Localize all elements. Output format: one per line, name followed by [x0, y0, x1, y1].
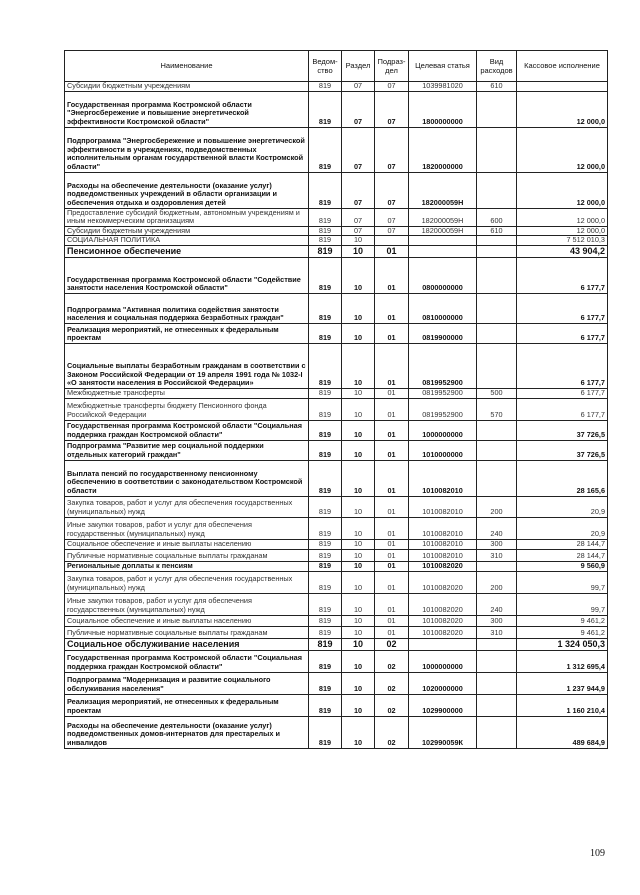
row-cash: 12 000,0 [517, 127, 608, 172]
row-name: Государственная программа Костромской области "Содействие занятости населения Костромской области" [65, 257, 309, 293]
table-row [65, 398, 608, 420]
row-subsection: 01 [375, 496, 409, 517]
table-row [65, 236, 608, 246]
row-cash [517, 82, 608, 92]
table-row [65, 571, 608, 593]
row-name: Закупка товаров, работ и услуг для обеспечения государственных (муниципальных) нужд [65, 496, 309, 517]
row-dept: 819 [309, 398, 342, 420]
row-target: 1010082010 [409, 539, 477, 549]
row-subsection: 02 [375, 694, 409, 716]
row-name: Межбюджетные трансферты [65, 388, 309, 398]
budget-execution-table [64, 50, 608, 749]
row-exptype: 310 [477, 626, 517, 638]
row-cash: 6 177,7 [517, 323, 608, 343]
row-target: 1000000000 [409, 650, 477, 672]
row-exptype: 300 [477, 615, 517, 626]
row-name: Межбюджетные трансферты бюджету Пенсионного фонда Российской Федерации [65, 398, 309, 420]
row-name: Подпрограмма "Модернизация и развитие социального обслуживания населения" [65, 672, 309, 694]
table-row [65, 626, 608, 638]
table-row [65, 172, 608, 208]
header-exptype: Вид расходов [477, 51, 517, 82]
row-section: 10 [342, 245, 375, 257]
row-cash: 99,7 [517, 593, 608, 615]
row-section: 10 [342, 460, 375, 496]
row-exptype: 300 [477, 539, 517, 549]
row-cash: 9 560,9 [517, 561, 608, 571]
row-name: Подпрограмма "Активная политика содействия занятости населения и социальная поддержка безработных граждан" [65, 293, 309, 323]
row-exptype: 500 [477, 388, 517, 398]
row-exptype [477, 293, 517, 323]
row-target: 1820000000 [409, 127, 477, 172]
row-subsection: 02 [375, 672, 409, 694]
row-exptype: 240 [477, 517, 517, 539]
row-section: 07 [342, 172, 375, 208]
row-cash: 20,9 [517, 496, 608, 517]
row-subsection: 01 [375, 539, 409, 549]
table-row [65, 388, 608, 398]
row-exptype: 600 [477, 208, 517, 226]
row-section: 10 [342, 638, 375, 650]
row-subsection: 02 [375, 716, 409, 748]
row-section: 10 [342, 615, 375, 626]
table-row [65, 460, 608, 496]
row-cash: 43 904,2 [517, 245, 608, 257]
row-section: 10 [342, 672, 375, 694]
row-cash: 1 324 050,3 [517, 638, 608, 650]
row-subsection: 01 [375, 245, 409, 257]
row-name: Расходы на обеспечение деятельности (оказание услуг) подведомственных домов-интернатов для престарелых и инвалидов [65, 716, 309, 748]
row-dept: 819 [309, 245, 342, 257]
row-section: 10 [342, 650, 375, 672]
row-name: Государственная программа Костромской области "Социальная поддержка граждан Костромской области" [65, 650, 309, 672]
header-name: Наименование [65, 51, 309, 82]
row-name: Государственная программа Костромской области "Социальная поддержка граждан Костромской области" [65, 420, 309, 440]
table-row [65, 496, 608, 517]
row-target: 1010082020 [409, 571, 477, 593]
row-dept: 819 [309, 517, 342, 539]
table-row [65, 650, 608, 672]
row-subsection: 01 [375, 388, 409, 398]
row-target: 1010082010 [409, 460, 477, 496]
row-section: 07 [342, 82, 375, 92]
row-name: СОЦИАЛЬНАЯ ПОЛИТИКА [65, 236, 309, 246]
row-subsection: 01 [375, 257, 409, 293]
row-cash: 6 177,7 [517, 293, 608, 323]
row-dept: 819 [309, 82, 342, 92]
row-cash: 12 000,0 [517, 172, 608, 208]
row-section: 07 [342, 91, 375, 127]
row-exptype: 610 [477, 226, 517, 236]
row-dept: 819 [309, 561, 342, 571]
row-dept: 819 [309, 615, 342, 626]
row-exptype: 240 [477, 593, 517, 615]
table-row [65, 226, 608, 236]
row-name: Закупка товаров, работ и услуг для обеспечения государственных (муниципальных) нужд [65, 571, 309, 593]
row-section: 10 [342, 561, 375, 571]
row-target: 1800000000 [409, 91, 477, 127]
row-target: 1010082010 [409, 549, 477, 561]
row-cash: 20,9 [517, 517, 608, 539]
row-name: Пенсионное обеспечение [65, 245, 309, 257]
table-row [65, 672, 608, 694]
table-row [65, 245, 608, 257]
row-cash: 28 165,6 [517, 460, 608, 496]
row-subsection: 01 [375, 626, 409, 638]
row-target: 0819952900 [409, 398, 477, 420]
row-target [409, 245, 477, 257]
row-target: 0810000000 [409, 293, 477, 323]
table-row [65, 593, 608, 615]
row-section: 07 [342, 208, 375, 226]
row-section: 10 [342, 236, 375, 246]
row-subsection: 01 [375, 615, 409, 626]
row-subsection: 01 [375, 460, 409, 496]
row-dept: 819 [309, 257, 342, 293]
table-row [65, 539, 608, 549]
row-target: 102990059К [409, 716, 477, 748]
row-subsection: 07 [375, 91, 409, 127]
row-target: 1010082020 [409, 561, 477, 571]
row-section: 10 [342, 694, 375, 716]
row-cash: 12 000,0 [517, 91, 608, 127]
row-subsection: 07 [375, 82, 409, 92]
row-section: 10 [342, 388, 375, 398]
row-exptype [477, 257, 517, 293]
row-target: 1010082020 [409, 626, 477, 638]
row-name: Публичные нормативные социальные выплаты гражданам [65, 549, 309, 561]
row-section: 10 [342, 420, 375, 440]
row-name: Иные закупки товаров, работ и услуг для обеспечения государственных (муниципальных) нужд [65, 593, 309, 615]
table-body [65, 82, 608, 749]
row-subsection: 01 [375, 293, 409, 323]
row-target: 182000059Н [409, 172, 477, 208]
row-cash: 6 177,7 [517, 388, 608, 398]
table-row [65, 293, 608, 323]
row-exptype: 200 [477, 571, 517, 593]
row-dept: 819 [309, 549, 342, 561]
row-subsection: 01 [375, 398, 409, 420]
row-target: 182000059Н [409, 208, 477, 226]
row-name: Реализация мероприятий, не отнесенных к федеральным проектам [65, 694, 309, 716]
row-name: Подпрограмма "Развитие мер социальной поддержки отдельных категорий граждан" [65, 440, 309, 460]
row-name: Подпрограмма "Энергосбережение и повышение энергетической эффективности в учреждениях, подведомственных исполнительным органам государственной власти Костромской области" [65, 127, 309, 172]
row-section: 10 [342, 440, 375, 460]
row-dept: 819 [309, 672, 342, 694]
row-cash: 9 461,2 [517, 626, 608, 638]
row-exptype [477, 245, 517, 257]
row-section: 07 [342, 127, 375, 172]
row-dept: 819 [309, 496, 342, 517]
row-dept: 819 [309, 388, 342, 398]
row-cash: 6 177,7 [517, 257, 608, 293]
row-subsection: 01 [375, 561, 409, 571]
header-target: Целевая статья [409, 51, 477, 82]
row-name: Социальные выплаты безработным гражданам в соответствии с Законом Российской Федерации от 19 апреля 1991 года № 1032-I «О занятости населения в Российской Федерации» [65, 343, 309, 388]
row-cash: 99,7 [517, 571, 608, 593]
row-target: 1029900000 [409, 694, 477, 716]
row-section: 10 [342, 343, 375, 388]
row-cash: 6 177,7 [517, 398, 608, 420]
row-name: Государственная программа Костромской области "Энергосбережение и повышение энергетической эффективности Костромской области" [65, 91, 309, 127]
row-subsection: 02 [375, 638, 409, 650]
row-subsection: 07 [375, 172, 409, 208]
row-exptype [477, 638, 517, 650]
row-cash: 37 726,5 [517, 420, 608, 440]
row-exptype [477, 91, 517, 127]
row-target: 1010082020 [409, 615, 477, 626]
row-name: Расходы на обеспечение деятельности (оказание услуг) подведомственных учреждений в области организации и обеспечения отдыха и оздоровления детей [65, 172, 309, 208]
row-exptype: 570 [477, 398, 517, 420]
row-cash: 7 512 010,3 [517, 236, 608, 246]
row-dept: 819 [309, 694, 342, 716]
row-name: Региональные доплаты к пенсиям [65, 561, 309, 571]
row-subsection: 07 [375, 208, 409, 226]
row-cash: 28 144,7 [517, 539, 608, 549]
row-exptype: 200 [477, 496, 517, 517]
row-target: 0819900000 [409, 323, 477, 343]
row-subsection: 07 [375, 127, 409, 172]
table-row [65, 440, 608, 460]
table-row [65, 638, 608, 650]
row-dept: 819 [309, 440, 342, 460]
row-subsection: 01 [375, 343, 409, 388]
row-target: 1039981020 [409, 82, 477, 92]
row-exptype: 310 [477, 549, 517, 561]
row-target: 1010082010 [409, 517, 477, 539]
row-name: Субсидии бюджетным учреждениям [65, 82, 309, 92]
row-exptype [477, 694, 517, 716]
row-target: 1010082020 [409, 593, 477, 615]
table-row [65, 615, 608, 626]
row-dept: 819 [309, 420, 342, 440]
row-dept: 819 [309, 343, 342, 388]
row-name: Реализация мероприятий, не отнесенных к федеральным проектам [65, 323, 309, 343]
table-row [65, 323, 608, 343]
row-cash: 12 000,0 [517, 208, 608, 226]
row-dept: 819 [309, 127, 342, 172]
row-target: 1000000000 [409, 420, 477, 440]
row-dept: 819 [309, 626, 342, 638]
row-exptype [477, 127, 517, 172]
row-name: Социальное обеспечение и иные выплаты населению [65, 539, 309, 549]
row-exptype [477, 440, 517, 460]
table-row [65, 82, 608, 92]
row-subsection [375, 236, 409, 246]
row-section: 10 [342, 716, 375, 748]
row-section: 10 [342, 626, 375, 638]
row-cash: 1 312 695,4 [517, 650, 608, 672]
row-cash: 1 160 210,4 [517, 694, 608, 716]
row-exptype [477, 236, 517, 246]
row-cash: 1 237 944,9 [517, 672, 608, 694]
row-subsection: 01 [375, 323, 409, 343]
row-subsection: 01 [375, 593, 409, 615]
row-exptype [477, 561, 517, 571]
row-target: 1020000000 [409, 672, 477, 694]
row-dept: 819 [309, 293, 342, 323]
row-target [409, 638, 477, 650]
row-name: Иные закупки товаров, работ и услуг для обеспечения государственных (муниципальных) нужд [65, 517, 309, 539]
header-dept: Ведом-ство [309, 51, 342, 82]
row-exptype [477, 172, 517, 208]
row-section: 10 [342, 593, 375, 615]
table-header-row [65, 51, 608, 82]
row-dept: 819 [309, 460, 342, 496]
row-exptype [477, 650, 517, 672]
row-section: 10 [342, 398, 375, 420]
row-dept: 819 [309, 539, 342, 549]
row-section: 10 [342, 549, 375, 561]
row-name: Выплата пенсий по государственному пенсионному обеспечению в соответствии с законодательством Костромской области [65, 460, 309, 496]
row-dept: 819 [309, 226, 342, 236]
row-section: 10 [342, 293, 375, 323]
table-row [65, 517, 608, 539]
row-cash: 37 726,5 [517, 440, 608, 460]
row-exptype [477, 343, 517, 388]
row-subsection: 01 [375, 517, 409, 539]
row-section: 10 [342, 323, 375, 343]
row-name: Публичные нормативные социальные выплаты гражданам [65, 626, 309, 638]
row-dept: 819 [309, 172, 342, 208]
row-dept: 819 [309, 593, 342, 615]
row-name: Предоставление субсидий бюджетным, автономным учреждениям и иным некоммерческим организациям [65, 208, 309, 226]
row-cash: 28 144,7 [517, 549, 608, 561]
row-exptype [477, 716, 517, 748]
table-row [65, 716, 608, 748]
table-row [65, 420, 608, 440]
row-target: 1010082010 [409, 496, 477, 517]
row-dept: 819 [309, 716, 342, 748]
header-subsection: Подраз-дел [375, 51, 409, 82]
row-section: 10 [342, 257, 375, 293]
table-row [65, 343, 608, 388]
row-dept: 819 [309, 650, 342, 672]
row-subsection: 01 [375, 549, 409, 561]
row-target: 0800000000 [409, 257, 477, 293]
row-name: Социальное обслуживание населения [65, 638, 309, 650]
table-row [65, 549, 608, 561]
row-section: 10 [342, 517, 375, 539]
table-row [65, 127, 608, 172]
row-exptype [477, 672, 517, 694]
table-row [65, 208, 608, 226]
row-dept: 819 [309, 323, 342, 343]
row-dept: 819 [309, 571, 342, 593]
row-section: 10 [342, 539, 375, 549]
row-exptype [477, 323, 517, 343]
row-dept: 819 [309, 638, 342, 650]
row-dept: 819 [309, 236, 342, 246]
header-cash: Кассовое исполнение [517, 51, 608, 82]
table-row [65, 91, 608, 127]
row-cash: 12 000,0 [517, 226, 608, 236]
table-row [65, 257, 608, 293]
row-subsection: 01 [375, 440, 409, 460]
row-cash: 489 684,9 [517, 716, 608, 748]
row-subsection: 07 [375, 226, 409, 236]
row-target: 182000059Н [409, 226, 477, 236]
row-exptype [477, 460, 517, 496]
row-section: 10 [342, 571, 375, 593]
row-target: 0819952900 [409, 343, 477, 388]
row-cash: 6 177,7 [517, 343, 608, 388]
table-row [65, 694, 608, 716]
row-name: Социальное обеспечение и иные выплаты населению [65, 615, 309, 626]
row-name: Субсидии бюджетным учреждениям [65, 226, 309, 236]
header-section: Раздел [342, 51, 375, 82]
row-subsection: 01 [375, 420, 409, 440]
row-section: 07 [342, 226, 375, 236]
row-section: 10 [342, 496, 375, 517]
row-target: 0819952900 [409, 388, 477, 398]
row-subsection: 01 [375, 571, 409, 593]
row-exptype: 610 [477, 82, 517, 92]
row-exptype [477, 420, 517, 440]
page-number: 109 [590, 848, 605, 859]
row-target [409, 236, 477, 246]
table-row [65, 561, 608, 571]
row-target: 1010000000 [409, 440, 477, 460]
row-dept: 819 [309, 91, 342, 127]
row-subsection: 02 [375, 650, 409, 672]
row-dept: 819 [309, 208, 342, 226]
row-cash: 9 461,2 [517, 615, 608, 626]
